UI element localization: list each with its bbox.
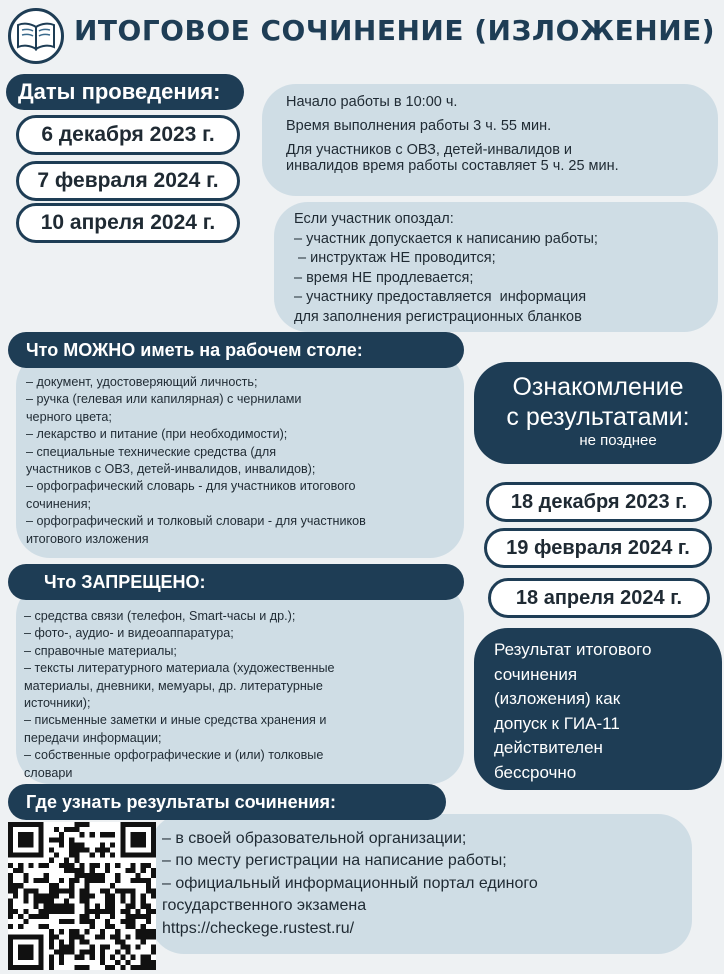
allowed-line: черного цвета;: [26, 409, 112, 424]
qr-code[interactable]: [8, 822, 156, 970]
forbidden-line: – письменные заметки и иные средства хранения и: [24, 713, 327, 728]
forbidden-list: [16, 582, 464, 784]
forbidden-line: – тексты литературного материала (художественные: [24, 661, 335, 676]
late-line: для заполнения регистрационных бланков: [294, 308, 582, 325]
forbidden-line: – собственные орфографические и (или) толковые: [24, 748, 324, 763]
late-line: – участник допускается к написанию работы;: [294, 230, 598, 247]
schedule-line: Для участников с ОВЗ, детей-инвалидов и: [286, 142, 573, 158]
exam-date-3: 10 апреля 2024 г.: [16, 203, 240, 243]
allowed-label: Что МОЖНО иметь на рабочем столе:: [8, 332, 464, 368]
results-subtitle: не позднее: [579, 432, 657, 449]
validity-line: сочинения: [494, 664, 578, 684]
results-title-line: Ознакомление: [512, 373, 684, 401]
where-line: – официальный информационный портал единого: [162, 874, 538, 892]
forbidden-line: источники);: [24, 696, 91, 711]
late-line: – инструктаж НЕ проводится;: [294, 250, 496, 267]
forbidden-label: Что ЗАПРЕЩЕНО:: [8, 564, 464, 600]
forbidden-line: словари: [24, 765, 73, 780]
allowed-line: – ручка (гелевая или капилярная) с чернилами: [26, 392, 302, 407]
schedule-info: [262, 84, 718, 196]
where-line: – в своей образовательной организации;: [162, 830, 467, 847]
validity-line: допуск к ГИА-11: [494, 713, 620, 733]
forbidden-line: материалы, дневники, мемуары, др. литературные: [24, 678, 323, 693]
validity-block: [474, 628, 722, 790]
page-title: ИТОГОВОЕ СОЧИНЕНИЕ (ИЗЛОЖЕНИЕ): [74, 14, 716, 47]
results-date-3: 18 апреля 2024 г.: [488, 578, 710, 618]
late-line: – участнику предоставляется информация: [294, 289, 587, 306]
allowed-line: участников с ОВЗ, детей-инвалидов, инвалидов);: [26, 462, 316, 477]
book-icon: [16, 19, 56, 53]
dates-label: Даты проведения:: [6, 74, 244, 110]
forbidden-line: – средства связи (телефон, Smart-часы и др.);: [24, 609, 296, 623]
forbidden-line: передачи информации;: [24, 730, 162, 745]
forbidden-line: – справочные материалы;: [24, 643, 177, 658]
exam-date-2: 7 февраля 2024 г.: [16, 161, 240, 201]
allowed-line: – орфографический и толковый словари - для участников: [26, 514, 366, 529]
allowed-line: – специальные технические средства (для: [26, 444, 277, 459]
schedule-line: Начало работы в 10:00 ч.: [286, 94, 458, 110]
where-line: – по месту регистрации на написание работы;: [162, 852, 507, 870]
where-line: государственного экзамена: [162, 897, 367, 915]
allowed-line: – лекарство и питание (при необходимости);: [26, 427, 288, 442]
schedule-line: инвалидов время работы составляет 5 ч. 25 мин.: [286, 158, 619, 174]
schedule-line: Время выполнения работы 3 ч. 55 мин.: [286, 118, 552, 134]
late-participant-info: [274, 202, 718, 332]
results-portal-link[interactable]: https://checkege.rustest.ru/: [162, 919, 355, 937]
logo: [8, 8, 64, 64]
late-line: – время НЕ продлевается;: [294, 269, 474, 286]
validity-line: действителен: [494, 738, 603, 758]
forbidden-line: – фото-, аудио- и видеоаппаратура;: [24, 626, 234, 641]
allowed-line: – документ, удостоверяющий личность;: [26, 375, 258, 389]
qr-code-icon: [8, 822, 156, 970]
validity-line: (изложения) как: [494, 689, 621, 709]
allowed-line: сочинения;: [26, 496, 92, 511]
allowed-list: [16, 352, 464, 558]
validity-line: бессрочно: [494, 762, 577, 782]
exam-date-1: 6 декабря 2023 г.: [16, 115, 240, 155]
where-label: Где узнать результаты сочинения:: [8, 784, 446, 820]
results-date-2: 19 февраля 2024 г.: [484, 528, 712, 568]
late-line: Если участник опоздал:: [294, 211, 454, 227]
results-title-block: [474, 362, 722, 464]
where-list: [150, 814, 692, 954]
allowed-line: – орфографический словарь - для участников итогового: [26, 479, 356, 494]
allowed-line: итогового изложения: [26, 531, 149, 546]
results-title-line: с результатами:: [506, 403, 690, 431]
results-date-1: 18 декабря 2023 г.: [486, 482, 712, 522]
validity-line: Результат итогового: [494, 640, 652, 659]
